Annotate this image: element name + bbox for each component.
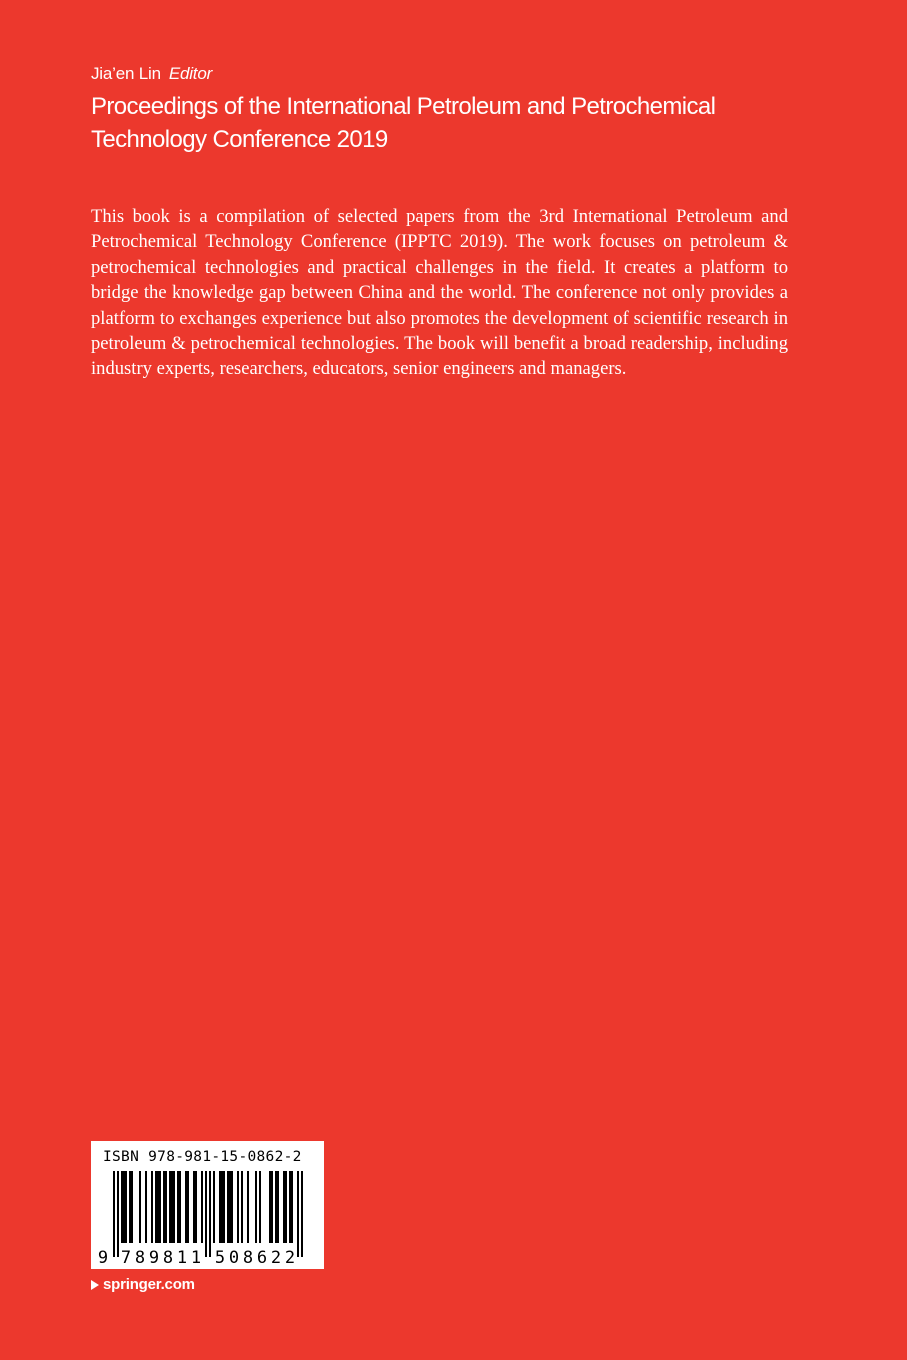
barcode-digit: 8	[134, 1248, 146, 1268]
book-title-line-1: Proceedings of the International Petroleum and Petrochemical	[91, 93, 716, 120]
editor-line	[91, 62, 212, 86]
barcode-digit: 8	[162, 1248, 174, 1268]
barcode-bar	[247, 1171, 249, 1243]
barcode-digit: 6	[256, 1248, 268, 1268]
barcode-bar	[131, 1171, 133, 1243]
barcode-bar	[255, 1171, 257, 1243]
barcode-bar	[221, 1171, 223, 1243]
barcode-guard-bar	[117, 1171, 119, 1257]
barcode-guard-bar	[209, 1171, 211, 1257]
barcode-bar	[219, 1171, 221, 1243]
barcode-digit: 9	[97, 1248, 109, 1268]
book-title	[91, 90, 811, 156]
barcode-bar	[129, 1171, 131, 1243]
barcode-digit: 2	[270, 1248, 282, 1268]
barcode-digit: 7	[120, 1248, 132, 1268]
barcode-bar	[275, 1171, 277, 1243]
barcode-digit: 0	[228, 1248, 240, 1268]
barcode-bar	[291, 1171, 293, 1243]
barcode-bar	[195, 1171, 197, 1243]
barcode-bar	[289, 1171, 291, 1243]
barcode-bar	[229, 1171, 231, 1243]
barcode-bar	[269, 1171, 271, 1243]
barcode-bar	[157, 1171, 159, 1243]
barcode-bar	[213, 1171, 215, 1243]
publisher-link[interactable]	[91, 1274, 195, 1296]
arrow-right-icon	[91, 1280, 99, 1290]
barcode-bar	[201, 1171, 203, 1243]
barcode-bar	[177, 1171, 179, 1243]
barcode-bar	[285, 1171, 287, 1243]
barcode-guard-bar	[205, 1171, 207, 1257]
barcode-bar	[155, 1171, 157, 1243]
publisher-website: springer.com	[103, 1276, 195, 1293]
barcode-bar	[241, 1171, 243, 1243]
barcode-digit: 5	[214, 1248, 226, 1268]
barcode-bar	[277, 1171, 279, 1243]
barcode-bar	[179, 1171, 181, 1243]
barcode-bar	[139, 1171, 141, 1243]
barcode-bar	[223, 1171, 225, 1243]
barcode-bar	[283, 1171, 285, 1243]
book-title-line-2: Technology Conference 2019	[91, 126, 388, 153]
barcode-bar	[121, 1171, 123, 1243]
barcode-bar	[171, 1171, 173, 1243]
editor-name: Jia’en Lin	[91, 64, 161, 83]
barcode-bar	[237, 1171, 239, 1243]
barcode-bar	[185, 1171, 187, 1243]
barcode-bar	[159, 1171, 161, 1243]
barcode-digit: 9	[148, 1248, 160, 1268]
barcode-bar	[227, 1171, 229, 1243]
barcode-digit: 1	[190, 1248, 202, 1268]
barcode-digit: 1	[176, 1248, 188, 1268]
barcode	[91, 1141, 324, 1269]
editor-role: Editor	[168, 64, 213, 83]
isbn-label: ISBN 978-981-15-0862-2	[103, 1149, 302, 1165]
isbn-barcode-box	[91, 1141, 324, 1269]
barcode-bar	[145, 1171, 147, 1243]
barcode-guard-bar	[113, 1171, 115, 1257]
barcode-digit: 8	[242, 1248, 254, 1268]
barcode-bar	[163, 1171, 165, 1243]
barcode-bar	[271, 1171, 273, 1243]
barcode-bar	[231, 1171, 233, 1243]
barcode-bar	[193, 1171, 195, 1243]
barcode-bar	[187, 1171, 189, 1243]
barcode-bar	[169, 1171, 171, 1243]
barcode-digit: 2	[284, 1248, 296, 1268]
barcode-guard-bar	[301, 1171, 303, 1257]
barcode-bar	[259, 1171, 261, 1243]
barcode-guard-bar	[297, 1171, 299, 1257]
book-description: This book is a compilation of selected papers from the 3rd International Petroleum and Petrochemical Technology Conference (IPPTC 2019). The work focuses on petroleum & petrochemical technologies and practical challenges in the field. It creates a platform to bridge the knowledge gap between China and the world. The conference not only provides a platform to exchanges experience but also promotes the development of scientific research in petroleum & petrochemical technologies. The book will benefit a broad readership, including industry experts, researchers, educators, senior engineers and managers.	[91, 206, 788, 380]
barcode-bar	[173, 1171, 175, 1243]
barcode-bar	[165, 1171, 167, 1243]
barcode-bar	[125, 1171, 127, 1243]
barcode-bar	[123, 1171, 125, 1243]
barcode-bar	[151, 1171, 153, 1243]
